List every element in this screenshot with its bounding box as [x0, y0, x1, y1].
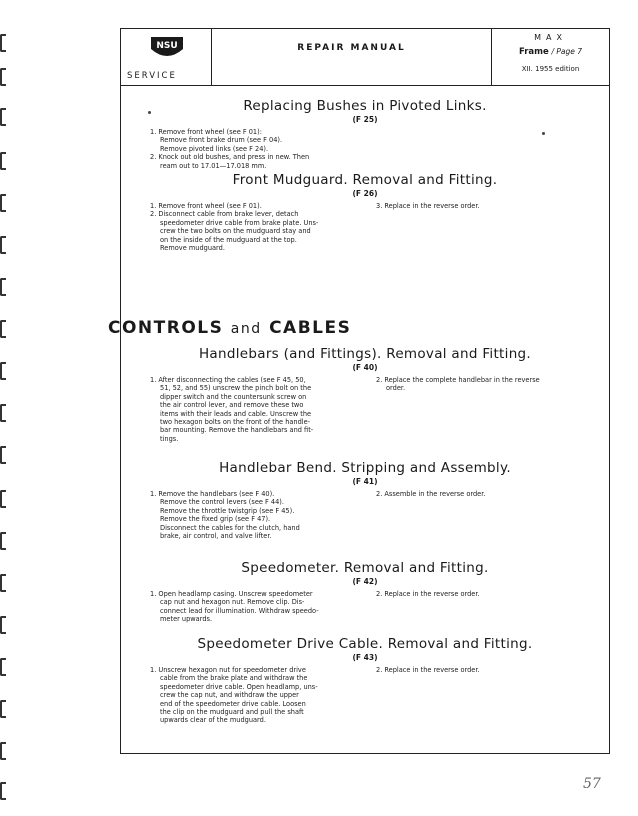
repair-section: [150, 172, 580, 252]
section-title: Handlebar Bend. Stripping and Assembly.: [219, 460, 511, 476]
column-left: [150, 666, 348, 725]
instruction-line: 1. After disconnecting the cables (see F 45, 50,: [150, 376, 306, 384]
header-logo-cell: [121, 29, 211, 85]
section-title: Handlebars (and Fittings). Removal and Fitting.: [198, 346, 532, 362]
binder-ring: [0, 362, 6, 380]
repair-section: [150, 98, 580, 170]
instruction-line: bar mounting. Remove the handlebars and fit-: [160, 426, 314, 435]
column-right: [376, 202, 576, 252]
section-title: Replacing Bushes in Pivoted Links.: [243, 98, 487, 114]
column-right: [376, 128, 576, 170]
instruction-line: 1. Unscrew hexagon nut for speedometer drive: [150, 666, 306, 674]
header-info-cell: [491, 29, 609, 85]
instruction-line: speedometer drive cable. Open headlamp, uns-: [160, 682, 318, 691]
repair-section: [150, 560, 580, 624]
section-title: Speedometer. Removal and Fitting.: [241, 560, 489, 576]
binder-ring: [0, 236, 6, 254]
major-heading-and: and: [230, 321, 262, 337]
column-right: [376, 666, 576, 725]
section-code: (F 43): [352, 653, 378, 662]
column-left: [150, 128, 348, 170]
instruction-line: 1. Remove front wheel (see F 01).: [150, 202, 262, 210]
instruction-line: on the inside of the mudguard at the top.: [160, 235, 297, 244]
instruction-line: Remove the throttle twistgrip (see F 45).: [160, 506, 295, 515]
section-code: (F 41): [352, 477, 378, 486]
instruction-line: 2. Knock out old bushes, and press in new. Then: [150, 153, 310, 162]
instruction-line: ream out to 17.01—17.018 mm.: [160, 161, 267, 170]
section-title: Front Mudguard. Removal and Fitting.: [232, 172, 498, 188]
instruction-line: 1. Remove front wheel (see F 01):: [150, 128, 262, 136]
section-title: Speedometer Drive Cable. Removal and Fitting.: [197, 636, 533, 652]
binder-ring: [0, 34, 6, 52]
binder-ring: [0, 658, 6, 676]
section-code: (F 25): [352, 115, 378, 124]
page-header-area: [120, 28, 610, 86]
instruction-line: 51, 52, and 55) unscrew the pinch bolt on the: [160, 384, 312, 393]
binder-ring: [0, 490, 6, 508]
instruction-line: speedometer drive cable from brake plate. Uns-: [160, 218, 319, 227]
instruction-line: 3. Replace in the reverse order.: [376, 202, 480, 210]
page-label: / Page 7: [551, 47, 583, 56]
binder-ring: [0, 68, 6, 86]
section-columns: [150, 376, 580, 443]
instruction-line: crew the cap nut, and withdraw the upper: [160, 691, 299, 700]
logo-text: NSU: [156, 41, 178, 51]
major-heading-part2: CABLES: [269, 318, 352, 338]
repair-section: [150, 460, 580, 540]
instruction-line: Remove front brake drum (see F 04).: [160, 136, 283, 145]
handwritten-page-number: 57: [583, 776, 601, 792]
binder-ring: [0, 700, 6, 718]
column-left: [150, 590, 348, 624]
binder-ring: [0, 532, 6, 550]
instruction-line: brake, air control, and valve lifter.: [160, 532, 272, 541]
instruction-line: meter upwards.: [160, 615, 213, 624]
section-columns: [150, 666, 580, 725]
instruction-line: order.: [386, 384, 406, 393]
instruction-line: cable from the brake plate and withdraw the: [160, 674, 308, 683]
instruction-line: Disconnect the cables for the clutch, hand: [160, 523, 300, 532]
instruction-line: Remove pivoted links (see F 24).: [160, 144, 269, 153]
instruction-line: 1. Remove the handlebars (see F 40).: [150, 490, 275, 498]
instruction-line: 2. Replace in the reverse order.: [376, 666, 480, 674]
instruction-line: upwards clear of the mudguard.: [160, 716, 266, 725]
binder-ring: [0, 278, 6, 296]
instruction-line: the clip on the mudguard and pull the shaft: [160, 708, 304, 717]
section-code: (F 42): [352, 577, 378, 586]
header-title-cell: [211, 29, 491, 85]
instruction-line: two hexagon bolts on the front of the handle-: [160, 418, 311, 427]
column-left: [150, 490, 348, 540]
column-left: [150, 202, 348, 252]
binder-ring: [0, 108, 6, 126]
service-label: SERVICE: [127, 71, 177, 81]
binder-ring: [0, 742, 6, 760]
binder-ring: [0, 574, 6, 592]
binder-ring: [0, 782, 6, 800]
binder-ring: [0, 320, 6, 338]
instruction-line: 2. Replace in the reverse order.: [376, 590, 480, 598]
section-columns: [150, 202, 580, 252]
section-columns: [150, 490, 580, 540]
instruction-line: connect lead for illumination. Withdraw speedo-: [160, 606, 319, 615]
instruction-line: 2. Replace the complete handlebar in the reverse: [376, 376, 540, 384]
manual-title: REPAIR MANUAL: [297, 43, 406, 53]
instruction-line: Remove the fixed grip (see F 47).: [160, 515, 271, 524]
instruction-line: the air control lever, and remove these two: [160, 401, 304, 410]
header-table: [120, 28, 610, 86]
section-code: (F 26): [352, 189, 378, 198]
instruction-line: cap nut and hexagon nut. Remove clip. Dis-: [160, 598, 305, 607]
column-right: [376, 590, 576, 624]
major-heading: [108, 318, 351, 338]
column-right: [376, 490, 576, 540]
section-code: (F 40): [352, 363, 378, 372]
binder-ring: [0, 152, 6, 170]
major-heading-part1: CONTROLS: [108, 318, 224, 338]
repair-section: [150, 636, 580, 725]
instruction-line: 2. Assemble in the reverse order.: [376, 490, 486, 498]
model-name: MAX: [534, 33, 567, 42]
instruction-line: Remove mudguard.: [160, 244, 225, 253]
instruction-line: 2. Disconnect cable from brake lever, detach: [150, 210, 299, 219]
binder-ring: [0, 616, 6, 634]
binder-ring: [0, 194, 6, 212]
instruction-line: end of the speedometer drive cable. Loosen: [160, 699, 306, 708]
section-columns: [150, 128, 580, 170]
section-page: [492, 47, 609, 57]
binder-ring: [0, 446, 6, 464]
instruction-line: 1. Open headlamp casing. Unscrew speedometer: [150, 590, 313, 598]
section-name: Frame: [518, 47, 549, 57]
binder-ring: [0, 404, 6, 422]
edition-label: XII. 1955 edition: [521, 65, 580, 73]
column-right: [376, 376, 576, 443]
instruction-line: items with their leads and cable. Unscrew the: [160, 409, 312, 418]
section-columns: [150, 590, 580, 624]
nsu-logo-icon: [149, 35, 185, 61]
instruction-line: crew the two bolts on the mudguard stay and: [160, 227, 311, 236]
column-left: [150, 376, 348, 443]
instruction-line: tings.: [160, 434, 179, 443]
instruction-line: dipper switch and the countersunk screw on: [160, 392, 307, 401]
repair-section: [150, 346, 580, 443]
instruction-line: Remove the control levers (see F 44).: [160, 498, 284, 507]
